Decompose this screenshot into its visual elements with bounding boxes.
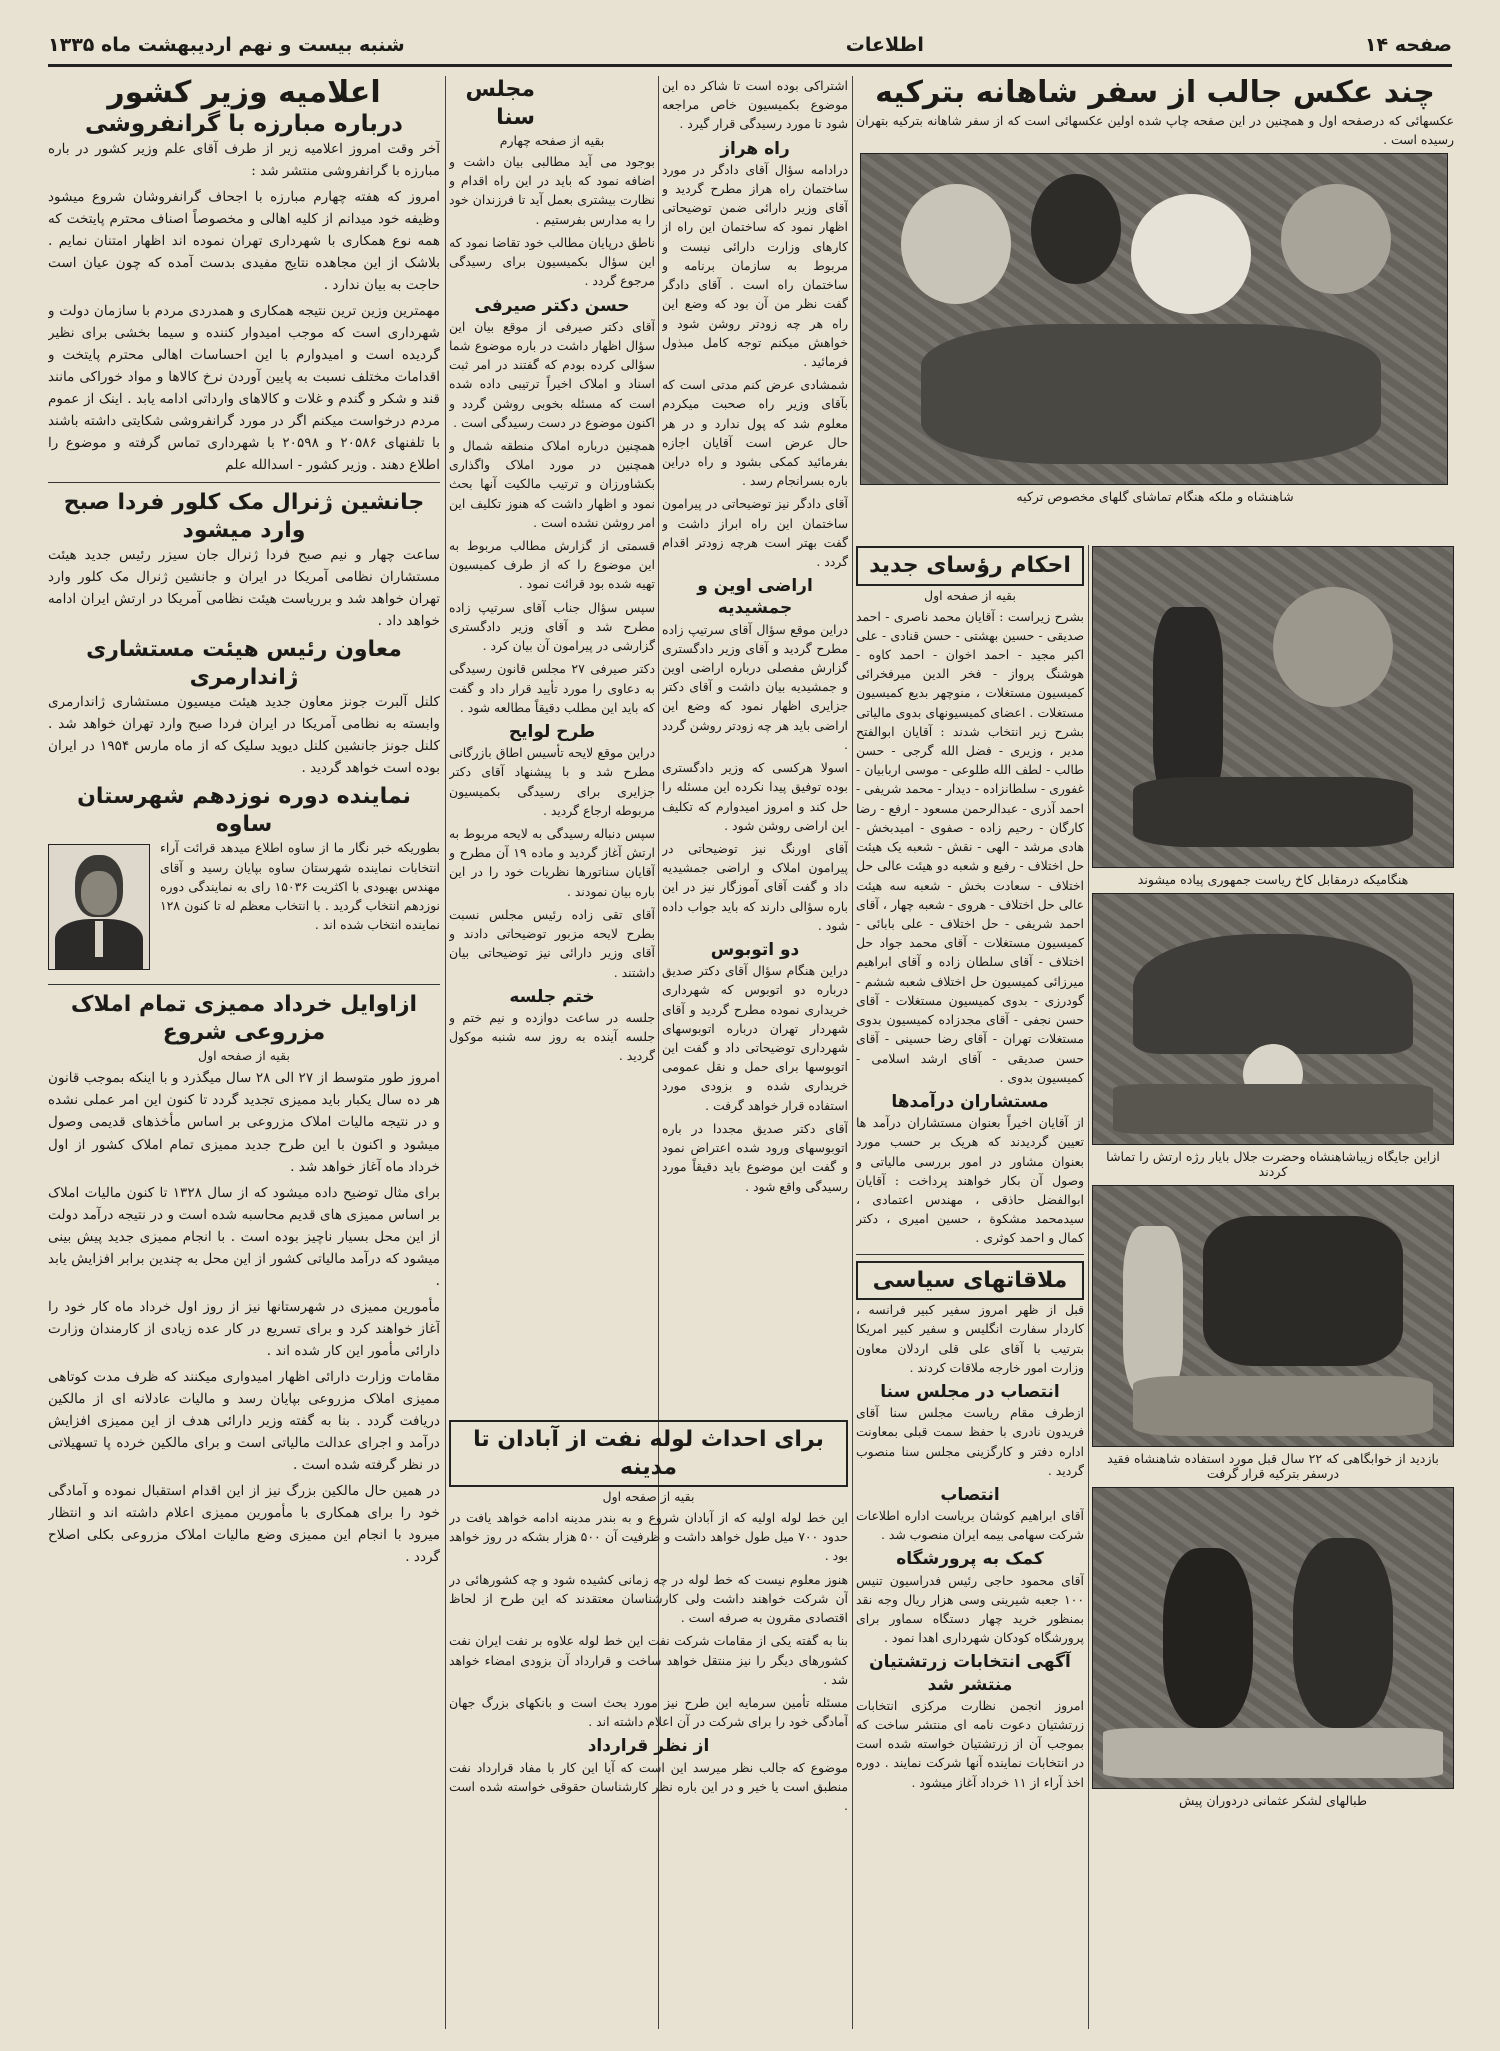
photo-palace-arrival [1092,546,1454,868]
photo-caption: بازدید از خوابگاهی که ۲۲ سال قبل مورد استفاده شاهنشاه فقید درسفر بترکیه قرار گرفت [1107,1451,1439,1481]
buses-heading: دو اتوبوس [710,940,800,961]
senate-paragraph: بوجود می آید مطالبی بیان داشت و اضافه نمود که باید در این راه اقدام و نظارت بیشتری بعمل آید تا فرزندان خود را به مدارس بفرستیم . [449,154,655,227]
senate-appointment-heading: انتصاب در مجلس سنا [880,1381,1060,1402]
senate-paragraph: سپس سؤال جناب آقای سرتیپ زاده مطرح شد و آقای وزیر دادگستری گزارشی در پیرامون آن بیان کرد . [449,599,655,654]
continued-note: بقیه از صفحه چهارم [499,133,605,148]
photo-caption: ازاین جایگاه زیباشاهنشاه وحضرت جلال بایار رژه ارتش را تماشا کردند [1106,1149,1440,1179]
advisers-body: از آقایان اخیراً بعنوان مستشاران درآمد ها تعیین گردیدند که هریک بر حسب مورد بعنوان مشاور در امور بررسی مالیاتی و وصول آن بکار خواهند پرداخت : آقایان ابوالفضل حاذقی ، مهندس اعتمادی ، سیدمحمد مشکوة ، حسین امیری ، دکتر کمال و احمد کوثری . [856,1115,1084,1246]
senate-paragraph: اشتراکی بوده است تا شاکر ده این موضوع بکمیسیون خاص مراجعه شود تا مورد رسیدگی قرار گیرد . [662,78,848,132]
senate-paragraph: دراین موقع لایحه تأسیس اطاق بازرگانی مطرح شد و با پیشنهاد آقای دکتر جزایری برای رسیدگی بکمیسیون مربوطه ارجاع گردید . [449,745,655,818]
pipeline-paragraph: مسئله تأمین سرمایه این طرح نیز مورد بحث است و بانکهای بزرگ جهان آمادگی خود را برای شرکت در آن اعلام داشته اند . [449,1694,848,1730]
continued-note: بقیه از صفحه اول [923,587,1016,603]
masthead [48,26,1452,67]
photo-parade-stand [1092,893,1454,1145]
page-number: صفحه ۱۴ [1364,34,1452,56]
contract-heading: از نظر قرارداد [587,1736,710,1757]
senate-paragraph: دکتر صیرفی ۲۷ مجلس قانون رسیدگی به دعاوی را مورد تأیید قرار داد و گفت که باید این مطلب دقیقاً مطالعه شود . [449,661,655,715]
appointment-body: آقای ابراهیم کوشان برياست اداره اطلاعات شرکت سهامی بیمه ایران منصوب شد . [856,1508,1084,1543]
senate-appointment-body: ازطرف مقام ریاست مجلس سنا آقای فریدون نادری با حفظ سمت قبلی بمعاونت اداره دفتر و کارگزینی مجلس سنا منصوب گردید . [856,1405,1084,1478]
issue-date: شنبه بیست و نهم اردیبهشت ماه ۱۳۳۵ [48,34,405,56]
column-rule [852,76,853,2029]
senate-paragraph: درادامه سؤال آقای دادگر در مورد ساختمان راه هراز مطرح گردید و آقای وزیر دارائی ضمن توضیحاتی اظهار نمود که ساختمان این راه از کارهای وزارت دارائی نیست و مربوط به سازمان برنامه و ساختمان راه است . آقای دادگر گفت نظر من آن بود که وضع این راه هر چه زودتر روشن شود و خواهش میکنم توجه کامل مبذول فرمائید . [662,161,848,369]
photo-caption: هنگامیکه درمقابل کاخ ریاست جمهوری پیاده میشوند [1137,872,1409,887]
survey-paragraph: مقامات وزارت دارائی اظهار امیدواری میکنند که ظرف مدت کوتاهی ممیزی املاک مزروعی بپایان رسد و مالیات عادلانه ای از مالکین دریافت گردد . بنا به گفته وزیر دارائی هدف از این ممیزی افزایش درآمد و اجرای عدالت مالیاتی است و برای مالکین خرده پا تسهیلاتی در نظر گرفته شده است . [48,1368,440,1473]
advisers-heading: مستشاران درآمدها [891,1091,1049,1112]
session-end-heading: ختم جلسه [509,986,595,1007]
column-senate-2 [662,76,848,1411]
senate-paragraph: قسمتی از گزارش مطالب مربوط به این موضوع را که از طرف کمیسیون تهیه شده بود قرائت نمود . [449,538,655,592]
photo-ottoman-drummers [1092,1487,1454,1789]
saveh-paragraph: بطوریکه خبر نگار ما از ساوه اطلاع میدهد قرائت آراء انتخابات نماینده شهرستان ساوه بپایان رسید و آقای مهندس بهبودی با اکثریت ۱۵۰۳۶ رای به نمایندگی دوره نوزدهم انتخاب گردید . با انتخاب معظم له تا کنون ۱۲۸ نماینده انتخاب شده اند . [160,840,440,933]
column-rule [1088,545,1089,2029]
column-rule [445,76,446,2029]
bills-heading: طرح لوایح [508,722,596,742]
senate-paragraph: همچنین درباره املاک منطقه شمال و همچنین در مورد املاک واگذاری بکشاورزان و ترتیب مالکیت آنها بحث نمود و اظهار داشت که هنوز تکلیف این امر روشن نشده است . [449,437,655,530]
pipeline-story [449,1420,848,2029]
column-new-heads [856,546,1084,2029]
senate-paragraph: دراین موقع سؤال آقای سرتیپ زاده مطرح گردید و آقای وزیر دادگستری گزارش مفصلی درباره اراضی اوین و جمشیدیه بیان داشت و آقای دکتر جزایری اظهار نمود که وضع این اراضی باید هر چه زودتر روشن گردد . [662,621,848,752]
senate-paragraph: آقای دکتر صیرفی از موقع بیان این سؤال اظهار داشت در باره موضوع شما سؤالی کرده بودم که گفتند در امر ثبت اسناد و املاک اخیراً ترتیبی داده شده است که مسئله بخوبی روشن گردد و اکنون موضوع در دست رسیدگی است . [449,318,655,430]
photo-caption: شاهنشاه و ملکه هنگام تماشای گلهای مخصوص ترکیه [1016,488,1294,504]
pipeline-paragraph: هنوز معلوم نیست که خط لوله در چه زمانی کشیده شود و چه کشورهائی در آن شرکت خواهند داشت ولی کارشناسان معتقدند که این طرح از لحاظ اقتصادی مقرون به صرفه است . [449,1571,848,1626]
portrait-photo [48,844,150,970]
zoroastrian-election-heading: آگهی انتخابات زرتشتیان منتشر شد [869,1652,1071,1695]
column-interior [48,76,440,2029]
appointment-heading: انتصاب [940,1484,1000,1505]
senate-paragraph: اسولا هرکسی که وزیر دادگستری بوده توفیق پیدا نکرده این مسئله را حل کند و امروز امیدوارم که تکلیف این اراضی روشن شود . [662,760,848,833]
pipeline-paragraph: بنا به گفته یکی از مقامات شرکت نفت این خط لوله علاوه بر نفت ایران نفت کشورهای دیگر را نیز منتقل خواهد ساخت و قرارداد آن بزودی امضاء خواهد شد . [449,1633,848,1687]
jan-headline: جانشین ژنرال مک کلور فردا صبح وارد میشود [63,490,425,543]
new-heads-body: بشرح زیراست : آقایان محمد ناصری - احمد صدیقی - حسین بهشتی - حسن قنادی - علی اکبر مجید - احمد اخوان - احمد کاوه - هوشنگ پرواز - فخر الدین میرفخرائی کمیسیون مستغلات ، منوچهر بدیع کمیسیون مستغلات . اعضای کمیسیونهای بدوی مالیاتی بشرح زیر انتخاب شدند : آقایان ابوالفتح مدیر ، وزیری - فضل الله گرجی - حسن طالب - لطف الله طلوعی - موسی اربابیان - غفوری - سلطانزاده - دیدار - محمد شریفی - احمد آذری - عبدالرحمن مسعود - ارفع - رضا کارگان - رحیم زاده - صفوی - امیدبخش - هادی مرشد - الهی - نقش - شعبه یک هیئت حل اختلاف - رفیع و شعبه دو هیئت عالی حل اختلاف - سعادت بخش - شعبه سه هیئت عالی حل اختلاف - هروی - شعبه چهار ، آقای احمد شریفی - حل اختلاف - علی بابائی - کمیسیون مستغلات - آقای محمد جواد حل اختلاف - آقای سلطان زاده و آقای ابراهیم میرزائی کمیسیون حل اختلاف شعبه ششم - گودرزی - بدوی کمیسیون مستغلات - آقای حسن نجفی - آقای مجدزاده کمیسیون بدوی مستغلات تهران - آقای رضا حسینی - آقای حسن صدیقی - آقای ارشد اسلامی - کمیسیون بدوی . [856,608,1084,1085]
photo-story-title: چند عکس جالب از سفر شاهانه بترکیه [875,76,1435,110]
saveh-headline: نماینده دوره نوزدهم شهرستان ساوه [77,784,411,837]
jan-paragraph: ساعت چهار و نیم صبح فردا ژنرال جان سیزر رئیس جدید هیئت مستشاران نظامی آمریکا در ایران و جانشین ژنرال مک کلور وارد تهران خواهد شد و برریاست هیئت نظامی آمریکا در ارتش ایران ادامه خواهد داد . [48,547,440,630]
senate-paragraph: دراین هنگام سؤال آقای دکتر صدیق درباره دو اتوبوس که شهرداری خریداری نموده مطرح گردید و آقای شهردار تهران درباره اتوبوسهای شهرداری توضیحاتی داد و گفت این اتوبوسها برای حمل و نقل عمومی خریداری شده و بزودی مورد استفاده قرار خواهد گرفت . [662,963,848,1113]
evin-lands-heading: اراضی اوین و جمشیدیه [697,576,813,619]
senate-paragraph: سپس دنباله رسیدگی به لایحه مربوط به ارتش آغاز گردید و ماده ۱۹ آن مطرح و آقایان سناتورها نظریات خود را در این باره بیان نمودند . [449,825,655,899]
orphanage-heading: کمک به پرورشگاه [896,1549,1044,1570]
senate-paragraph: آقای دکتر صدیق مجددا در باره اتوبوسهای ورود شده اعتراض نمود و گفت این موضوع باید دقیقاً مورد رسیدگی واقع شود . [662,1120,848,1194]
photo-bedroom-visit [1092,1185,1454,1447]
survey-paragraph: مأمورین ممیزی در شهرستانها نیز از روز اول خرداد ماه کار خود را آغاز خواهند کرد و برای تسریع در کار عده زیادی از کارمندان وزارت دارائی مأمور این کار شده اند . [48,1298,440,1359]
continued-note: بقیه از صفحه اول [197,1048,290,1064]
paper-name: اطلاعات [845,34,924,56]
senate-paragraph: جلسه در ساعت دوازده و نیم ختم و جلسه آینده به روز سه شنبه موکول گردید . [449,1009,655,1064]
pipeline-paragraph: این خط لوله اولیه که از آبادان شروع و به بندر مدینه ادامه خواهد یافت در حدود ۷۰۰ میل طول خواهد داشت و ظرفیت آن ۵۰۰ هزار بشکه در روز خواهد بود . [449,1510,848,1564]
photo-story-intro: عکسهائی که درصفحه اول و همچنین در این صفحه چاپ شده اولین عکسهائی است که از سفر شاهانه بترکیه بتهران رسیده است . [856,112,1454,147]
interior-paragraph: مهمترین وزین ترین نتیجه همکاری و همدردی مردم با سازمان دولت و شهرداری است که موجب امیدوار کننده و سیما بخشی برای نظیر گردیده است و امیدوارم با این احساسات اهالی محترم پایتخت و اقدامات مختلف نسبت به پایین آوردن نرخ کالاها و مواد خوراکی مانند قند و شکر و گندم و غلات و کالاهای وارداتی ادامه یابد . اینک از عموم مردم درخواست میکنم اگر در مورد گرانفروشی شکایتی داشته باشند با تلفنهای ۲۰۵۸۶ و ۲۰۵۹۸ با شهرداری تماس گرفته و موضوع را اطلاع دهند . وزیر کشور - اسدالله علم [48,303,440,474]
saveh-block [48,838,440,978]
interior-subtitle: درباره مبارزه با گرانفروشی [84,110,403,137]
interior-title: اعلامیه وزیر کشور [107,76,381,110]
gendarmerie-paragraph: کلنل آلبرت جونز معاون جدید هیئت میسیون مستشاری ژاندارمری وابسته به نظامی آمریکا در ایران فردا صبح وارد تهران خواهد شد . کلنل جونز جانشین کلنل دیوید سلیک که از ماه مارس ۱۹۵۴ در ایران بوده است خواهد گردید . [48,694,440,777]
political-meetings-heading: ملاقاتهای سیاسی [856,1261,1084,1301]
new-heads-title: احکام رؤسای جدید [856,546,1084,586]
interior-paragraph: امروز که هفته چهارم مبارزه با اجحاف گرانفروشان شروع میشود وظیفه خود میدانم از کلیه اهالی و مخصوصاً اصناف محترم پایتخت که همه نوع همکاری با شهرداری تهران نموده اند اظهار امتنان نمایم . بلاشک از این مجاهده نتایج مفیدی بدست آمده که چون عیان است حاجت به بیان ندارد . [48,189,440,294]
senate-paragraph: آقای اورنگ نیز توضیحاتی در پیرامون املاک و اراضی جمشیدیه داد و گفت آقای آموزگار نیز در این باره سؤالی دارند که باید جواب داده شود . [662,840,848,933]
survey-headline: ازاوایل خرداد ممیزی تمام املاک مزروعی شروع [70,992,418,1045]
gendarmerie-headline: معاون رئیس هیئت مستشاری ژاندارمری [86,637,402,690]
survey-paragraph: برای مثال توضیح داده میشود که از سال ۱۳۲۸ تا کنون مالیات املاک بر اساس ممیزی های قدیم محاسبه شده است و در نتیجه درآمد دولت از این محل بسیار ناچیز بوده است . با انجام ممیزی جدید پیش بینی میشود که درآمد مالیاتی کشور از این محل به چندین برابر افزایش یابد . [48,1184,440,1289]
photo-column [1092,546,1454,2029]
haraz-road-heading: راه هراز [720,138,790,159]
political-meetings-body: قبل از ظهر امروز سفیر کبیر فرانسه ، کاردار سفارت انگلیس و سفیر کبیر امریکا بترتیب با آقای علی قلی اردلان معاون وزارت امور خارجه ملاقات کردند . [856,1302,1084,1375]
pipeline-title: برای احداث لوله نفت از آبادان تا مدینه [449,1420,848,1487]
senate-paragraph: آقای دادگر نیز توضیحاتی در پیرامون ساختمان این راه ابراز داشت و گفت بهتر است هرچه زودتر اقدام گردد . [662,496,848,570]
photo-story-top [856,76,1454,541]
column-senate-1 [449,76,655,1411]
orphanage-body: آقای محمود حاجی رئیس فدراسیون تنیس ۱۰۰ جعبه شیرینی وسی هزار ریال وجه نقد بمنظور خرید چهار دستگاه سماور برای پرورشگاه کودکان شهرداری اهدا نمود . [856,1572,1084,1646]
photo-royal-flowers [860,153,1448,485]
continued-note: بقیه از صفحه اول [602,1489,695,1504]
senate-paragraph: شمشادی عرض کنم مدتی است که بآقای وزیر راه صحبت میکردم معلوم شد که پول ندارد و در هر حال عرض است آقایان اجازه بفرمائید کمکی بشود و راه دراین باره بسرانجام رسد . [662,377,848,489]
photo-caption: طبالهای لشکر عثمانی دردوران پیش [1179,1793,1367,1808]
sarrafi-heading: حسن دکتر صیرفی [474,295,630,316]
pipeline-paragraph: موضوع که جالب نظر میرسد این است که آیا این کار با مفاد قرارداد نفت منطبق است یا خیر و در این باره نظر کارشناسان حقوقی خواسته شده است . [449,1759,848,1813]
interior-paragraph: آخر وقت امروز اعلامیه زیر از طرف آقای علم وزیر کشور در باره مبارزه با گرانفروشی منتشر شد : [48,141,440,180]
senate-paragraph: ناطق درپایان مطالب خود تقاضا نمود که این سؤال بکمیسیون برای رسیدگی مرجوع گردد . [449,234,655,289]
senate-title: مجلس سنا [465,77,535,130]
survey-paragraph: در همین حال مالکین بزرگ نیز از این اقدام استقبال نموده و آمادگی خود را برای همکاری با مأمورین ممیزی اعلام داشته اند و انتظار میرود با انجام این ممیزی وضع مالیات املاک مزروعی بکلی اصلاح گردد . [48,1482,440,1565]
zoroastrian-election-body: امروز انجمن نظارت مرکزی انتخابات زرتشتیان دعوت نامه ای منتشر ساخت که بموجب آن از زرتشتیان خواسته شده است در انتخابات نماینده آنها شرکت نمایند . دوره اخذ آراء از ۱۱ خرداد آغاز میشود . [856,1697,1084,1790]
senate-paragraph: آقای تقی زاده رئیس مجلس نسبت بطرح لایحه مزبور توضیحاتی دادند و آقای وزیر دارائی نیز توضیحاتی بیان داشتند . [449,906,655,980]
survey-paragraph: امروز طور متوسط از ۲۷ الی ۲۸ سال میگذرد و با اینکه بموجب قانون هر ده سال یکبار باید ممیزی تجدید گردد تا کنون این امر عملی نشده و در نتیجه مالیات املاک مزروعی بر اساس مأخذهای قدیمی وصول میشود و اکنون با این طرح جدید ممیزی تمام املاک کشور از اول خرداد ماه آغاز خواهد شد . [48,1070,440,1175]
